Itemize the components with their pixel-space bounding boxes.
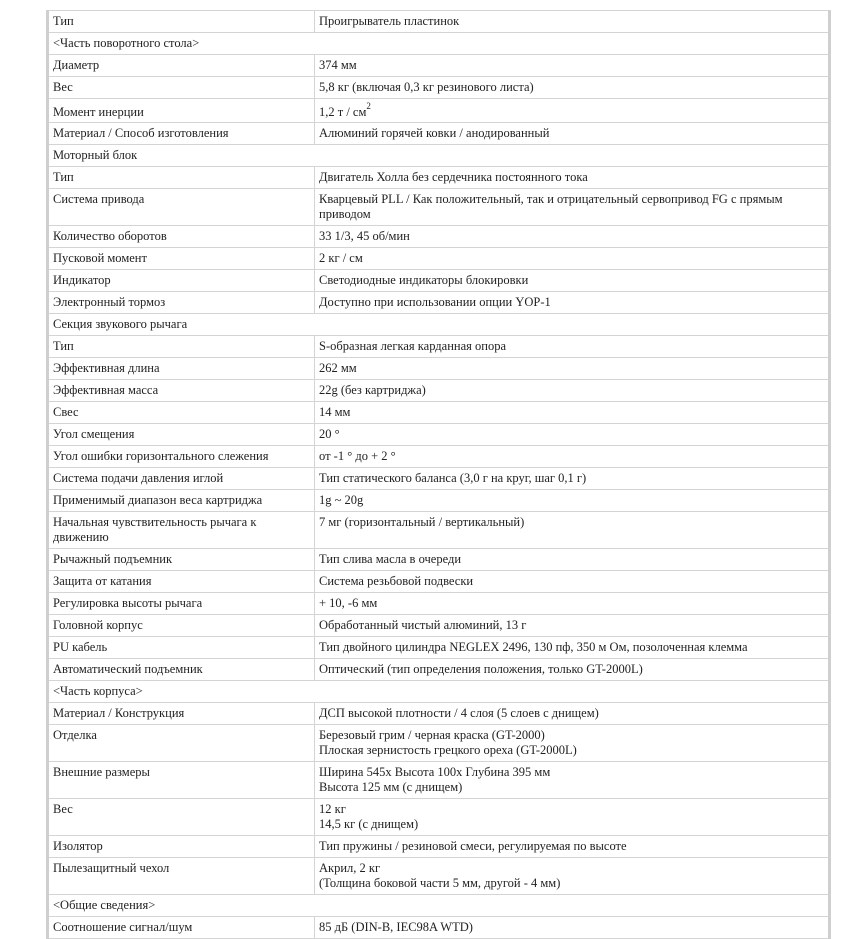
- spec-value-line: 1g ~ 20g: [319, 493, 364, 507]
- spec-row: [48, 167, 830, 189]
- spec-label: Отделка: [48, 725, 315, 762]
- spec-label: Соотношение сигнал/шум: [48, 917, 315, 939]
- spec-label: Количество оборотов: [48, 226, 315, 248]
- spec-value: [315, 571, 830, 593]
- section-header-row: [48, 895, 830, 917]
- spec-value-line: 2 кг / см: [319, 251, 363, 265]
- spec-value: [315, 762, 830, 799]
- spec-value-line: Тип пружины / резиновой смеси, регулируемая по высоте: [319, 839, 627, 853]
- spec-label: Индикатор: [48, 270, 315, 292]
- spec-value: [315, 380, 830, 402]
- spec-label: Применимый диапазон веса картриджа: [48, 490, 315, 512]
- spec-value-line: 7 мг (горизонтальный / вертикальный): [319, 515, 525, 529]
- spec-value: [315, 123, 830, 145]
- spec-value: [315, 402, 830, 424]
- spec-row: [48, 424, 830, 446]
- spec-value: [315, 917, 830, 939]
- spec-row: [48, 55, 830, 77]
- spec-table-body: [48, 11, 830, 939]
- spec-value-line: (Толщина боковой части 5 мм, другой - 4 мм): [319, 876, 561, 890]
- spec-label: Изолятор: [48, 836, 315, 858]
- spec-value-line: Светодиодные индикаторы блокировки: [319, 273, 529, 287]
- spec-label: Пылезащитный чехол: [48, 858, 315, 895]
- spec-row: [48, 189, 830, 226]
- spec-value-line: 20 °: [319, 427, 340, 441]
- spec-value: [315, 659, 830, 681]
- spec-value-line: Система резьбовой подвески: [319, 574, 474, 588]
- section-header-row: [48, 681, 830, 703]
- spec-label: Система привода: [48, 189, 315, 226]
- spec-value: [315, 512, 830, 549]
- spec-label: PU кабель: [48, 637, 315, 659]
- spec-value-line: Плоская зернистость грецкого ореха (GT-2000L): [319, 743, 577, 757]
- section-header: <Часть поворотного стола>: [48, 33, 830, 55]
- spec-value-line: Проигрыватель пластинок: [319, 14, 460, 28]
- spec-label: Головной корпус: [48, 615, 315, 637]
- spec-value-line: Кварцевый PLL / Как положительный, так и отрицательный сервопривод FG с прямым приводом: [319, 192, 783, 221]
- superscript-exponent: 2: [366, 100, 371, 111]
- spec-value-line: Оптический (тип определения положения, только GT-2000L): [319, 662, 643, 676]
- spec-value-line: 14,5 кг (с днищем): [319, 817, 419, 831]
- spec-label: Свес: [48, 402, 315, 424]
- spec-value-line: Тип двойного цилиндра NEGLEX 2496, 130 пф, 350 м Ом, позолоченная клемма: [319, 640, 748, 654]
- spec-row: [48, 615, 830, 637]
- spec-value: [315, 358, 830, 380]
- spec-label: Материал / Способ изготовления: [48, 123, 315, 145]
- section-header: <Общие сведения>: [48, 895, 830, 917]
- spec-label: Автоматический подъемник: [48, 659, 315, 681]
- spec-value-line: Алюминий горячей ковки / анодированный: [319, 126, 550, 140]
- spec-label: Тип: [48, 11, 315, 33]
- spec-label: Тип: [48, 336, 315, 358]
- spec-value: [315, 292, 830, 314]
- spec-value-line: Ширина 545x Высота 100x Глубина 395 мм: [319, 765, 551, 779]
- spec-value-line: Тип статического баланса (3,0 г на круг, шаг 0,1 г): [319, 471, 587, 485]
- spec-table: [46, 10, 831, 939]
- spec-row: [48, 270, 830, 292]
- spec-row: [48, 336, 830, 358]
- spec-value-text: 1,2 т / см: [319, 105, 367, 119]
- spec-value-line: 262 мм: [319, 361, 357, 375]
- spec-value: [315, 11, 830, 33]
- spec-value-line: Доступно при использовании опции YOP-1: [319, 295, 551, 309]
- spec-row: [48, 77, 830, 99]
- spec-row: [48, 512, 830, 549]
- spec-row: [48, 836, 830, 858]
- spec-row: [48, 468, 830, 490]
- spec-value-line: 22g (без картриджа): [319, 383, 426, 397]
- spec-value: [315, 77, 830, 99]
- spec-row: [48, 571, 830, 593]
- spec-value-line: ДСП высокой плотности / 4 слоя (5 слоев с днищем): [319, 706, 599, 720]
- spec-value-line: 33 1/3, 45 об/мин: [319, 229, 410, 243]
- spec-row: [48, 446, 830, 468]
- section-header: Секция звукового рычага: [48, 314, 830, 336]
- spec-value-line: Акрил, 2 кг: [319, 861, 381, 875]
- spec-row: [48, 380, 830, 402]
- section-header-row: [48, 314, 830, 336]
- spec-row: [48, 11, 830, 33]
- spec-value: [315, 468, 830, 490]
- spec-value: [315, 799, 830, 836]
- spec-value: [315, 703, 830, 725]
- spec-label: Вес: [48, 799, 315, 836]
- spec-value: [315, 446, 830, 468]
- spec-value: [315, 490, 830, 512]
- section-header-row: [48, 145, 830, 167]
- spec-row: [48, 858, 830, 895]
- spec-row: [48, 659, 830, 681]
- spec-label: Угол смещения: [48, 424, 315, 446]
- spec-row: [48, 358, 830, 380]
- spec-value-line: 5,8 кг (включая 0,3 кг резинового листа): [319, 80, 534, 94]
- spec-value: [315, 637, 830, 659]
- spec-label: Пусковой момент: [48, 248, 315, 270]
- spec-value: [315, 336, 830, 358]
- section-header-row: [48, 33, 830, 55]
- spec-label: Внешние размеры: [48, 762, 315, 799]
- spec-value-line: Высота 125 мм (с днищем): [319, 780, 463, 794]
- spec-row: [48, 593, 830, 615]
- spec-value: [315, 99, 830, 123]
- spec-label: Эффективная длина: [48, 358, 315, 380]
- spec-value: [315, 615, 830, 637]
- spec-row: [48, 490, 830, 512]
- spec-row: [48, 799, 830, 836]
- spec-value: [315, 270, 830, 292]
- spec-value-line: 14 мм: [319, 405, 351, 419]
- spec-value: [315, 248, 830, 270]
- spec-value-line: Обработанный чистый алюминий, 13 г: [319, 618, 527, 632]
- spec-row: [48, 292, 830, 314]
- spec-row: [48, 402, 830, 424]
- spec-value-line: 12 кг: [319, 802, 346, 816]
- spec-label: Система подачи давления иглой: [48, 468, 315, 490]
- spec-label: Тип: [48, 167, 315, 189]
- spec-value-line: Тип слива масла в очереди: [319, 552, 462, 566]
- spec-value-line: Березовый грим / черная краска (GT-2000): [319, 728, 545, 742]
- spec-value-line: S-образная легкая карданная опора: [319, 339, 507, 353]
- spec-value: [315, 549, 830, 571]
- spec-value: [315, 226, 830, 248]
- spec-row: [48, 917, 830, 939]
- spec-label: Регулировка высоты рычага: [48, 593, 315, 615]
- spec-row: [48, 123, 830, 145]
- spec-label: Момент инерции: [48, 99, 315, 123]
- spec-value-line: 85 дБ (DIN-B, IEC98A WTD): [319, 920, 473, 934]
- spec-row: [48, 226, 830, 248]
- spec-label: Материал / Конструкция: [48, 703, 315, 725]
- spec-value-line: Двигатель Холла без сердечника постоянного тока: [319, 170, 588, 184]
- spec-value-line: + 10, -6 мм: [319, 596, 378, 610]
- spec-value: [315, 424, 830, 446]
- spec-row: [48, 762, 830, 799]
- spec-value-line: 374 мм: [319, 58, 357, 72]
- spec-row: [48, 99, 830, 123]
- spec-value: [315, 167, 830, 189]
- spec-value: [315, 725, 830, 762]
- spec-row: [48, 637, 830, 659]
- spec-value-line: от -1 ° до + 2 °: [319, 449, 396, 463]
- spec-value: [315, 55, 830, 77]
- spec-label: Диаметр: [48, 55, 315, 77]
- spec-row: [48, 703, 830, 725]
- spec-value: [315, 836, 830, 858]
- spec-label: Электронный тормоз: [48, 292, 315, 314]
- section-header: <Часть корпуса>: [48, 681, 830, 703]
- spec-label: Защита от катания: [48, 571, 315, 593]
- spec-row: [48, 725, 830, 762]
- spec-value: [315, 593, 830, 615]
- spec-row: [48, 248, 830, 270]
- spec-row: [48, 549, 830, 571]
- spec-label: Вес: [48, 77, 315, 99]
- spec-label: Эффективная масса: [48, 380, 315, 402]
- spec-label: Начальная чувствительность рычага к движению: [48, 512, 315, 549]
- spec-label: Угол ошибки горизонтального слежения: [48, 446, 315, 468]
- section-header: Моторный блок: [48, 145, 830, 167]
- spec-label: Рычажный подъемник: [48, 549, 315, 571]
- spec-value: [315, 189, 830, 226]
- spec-value: [315, 858, 830, 895]
